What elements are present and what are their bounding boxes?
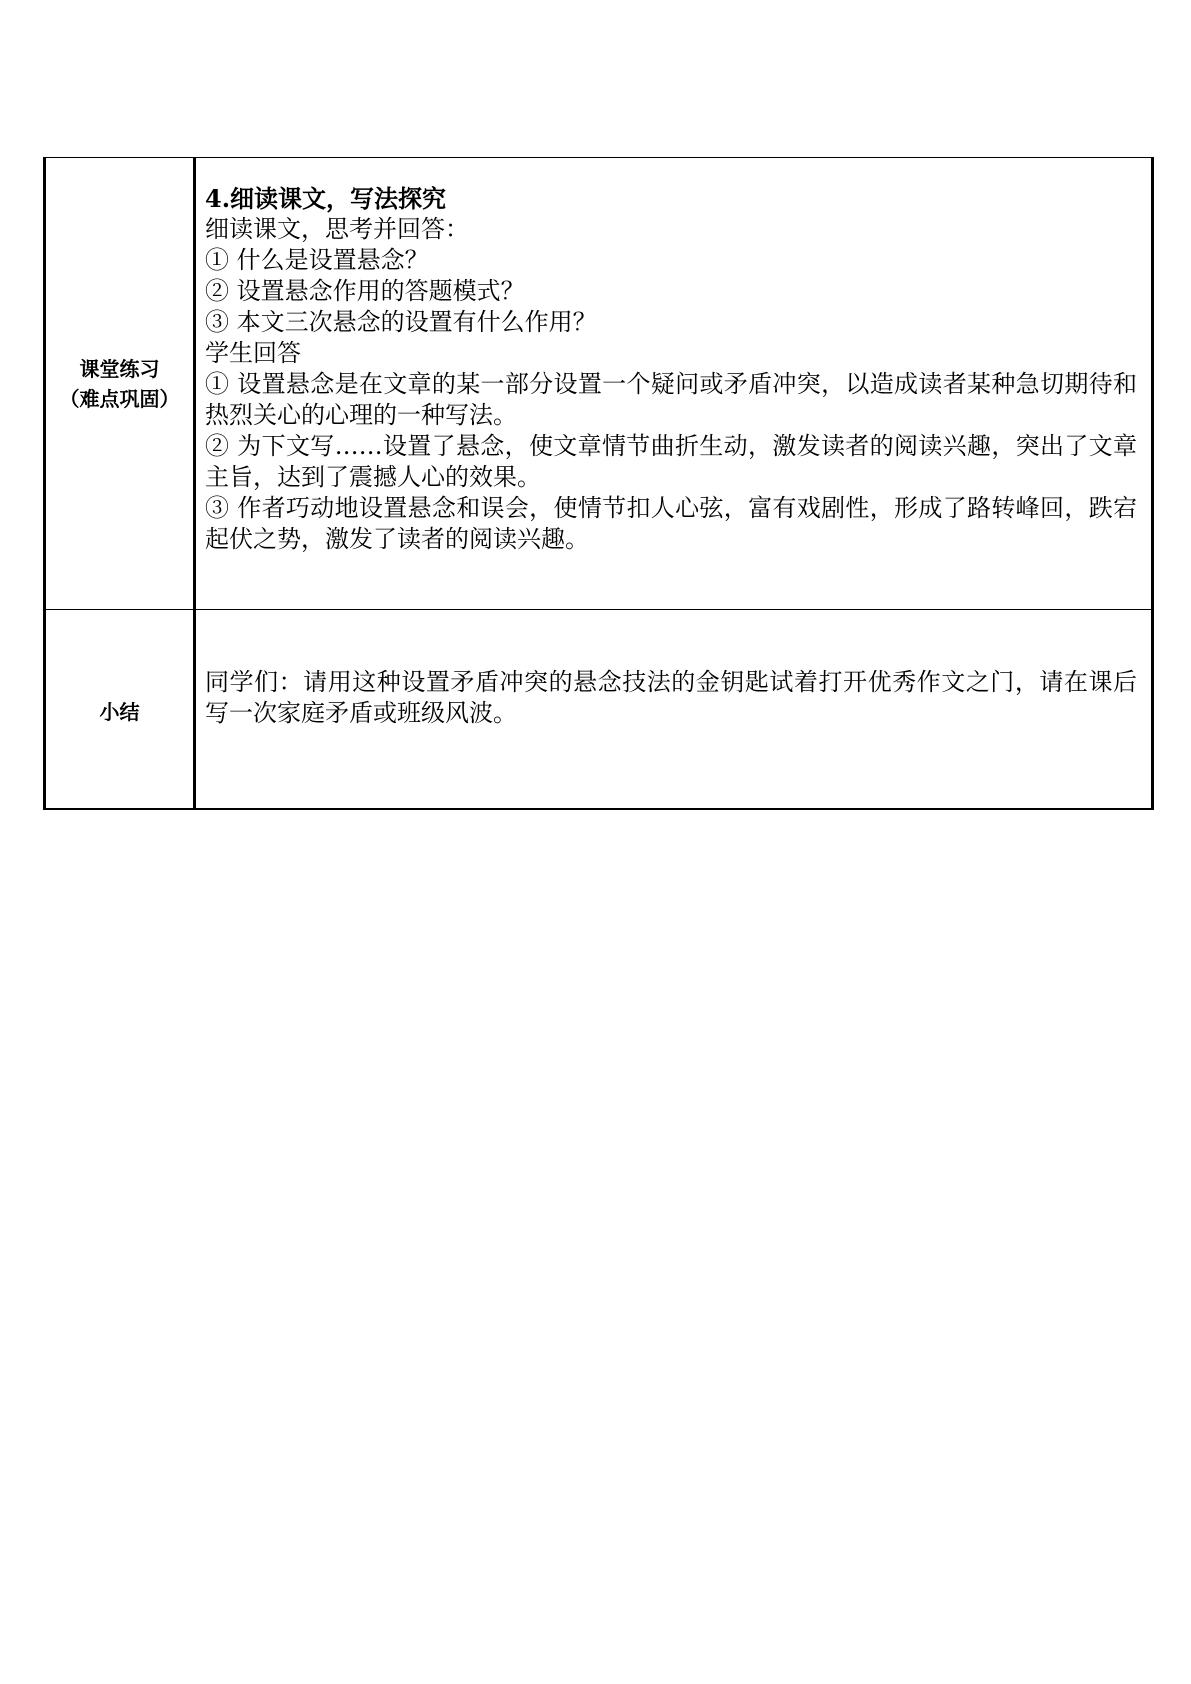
row-label-cell	[46, 158, 196, 609]
summary-label: 小结	[99, 700, 140, 724]
question-prompt: 细读课文，思考并回答：	[205, 215, 469, 243]
row-content-cell	[196, 158, 1151, 609]
answer-item: ③ 作者巧动地设置悬念和误会，使情节扣人心弦，富有戏剧性，形成了路转峰回，跌宕起伏之势，激发了读者的阅读兴趣。	[205, 494, 1137, 553]
answer-item: ② 为下文写……设置了悬念，使文章情节曲折生动，激发读者的阅读兴趣，突出了文章主旨，达到了震撼人心的效果。	[205, 432, 1137, 491]
summary-text: 同学们：请用这种设置矛盾冲突的悬念技法的金钥匙试着打开优秀作文之门，请在课后写一次家庭矛盾或班级风波。	[205, 668, 1137, 727]
section-heading: 4.细读课文，写法探究	[205, 184, 447, 213]
row-label-line: （难点巩固）	[59, 386, 180, 411]
row-content-cell	[196, 610, 1151, 808]
table-row-classroom-practice	[46, 158, 1151, 610]
table-row-summary	[46, 610, 1151, 808]
question-item: ① 什么是设置悬念？	[205, 246, 429, 274]
row-label-line: 课堂练习	[79, 356, 160, 381]
row-label-cell	[46, 610, 196, 808]
answer-item: ① 设置悬念是在文章的某一部分设置一个疑问或矛盾冲突，以造成读者某种急切期待和热烈关心的心理的一种写法。	[205, 370, 1137, 429]
question-item: ③ 本文三次悬念的设置有什么作用？	[205, 308, 597, 336]
question-item: ② 设置悬念作用的答题模式？	[205, 277, 525, 305]
answer-label: 学生回答	[205, 339, 301, 367]
lesson-table	[43, 157, 1154, 810]
